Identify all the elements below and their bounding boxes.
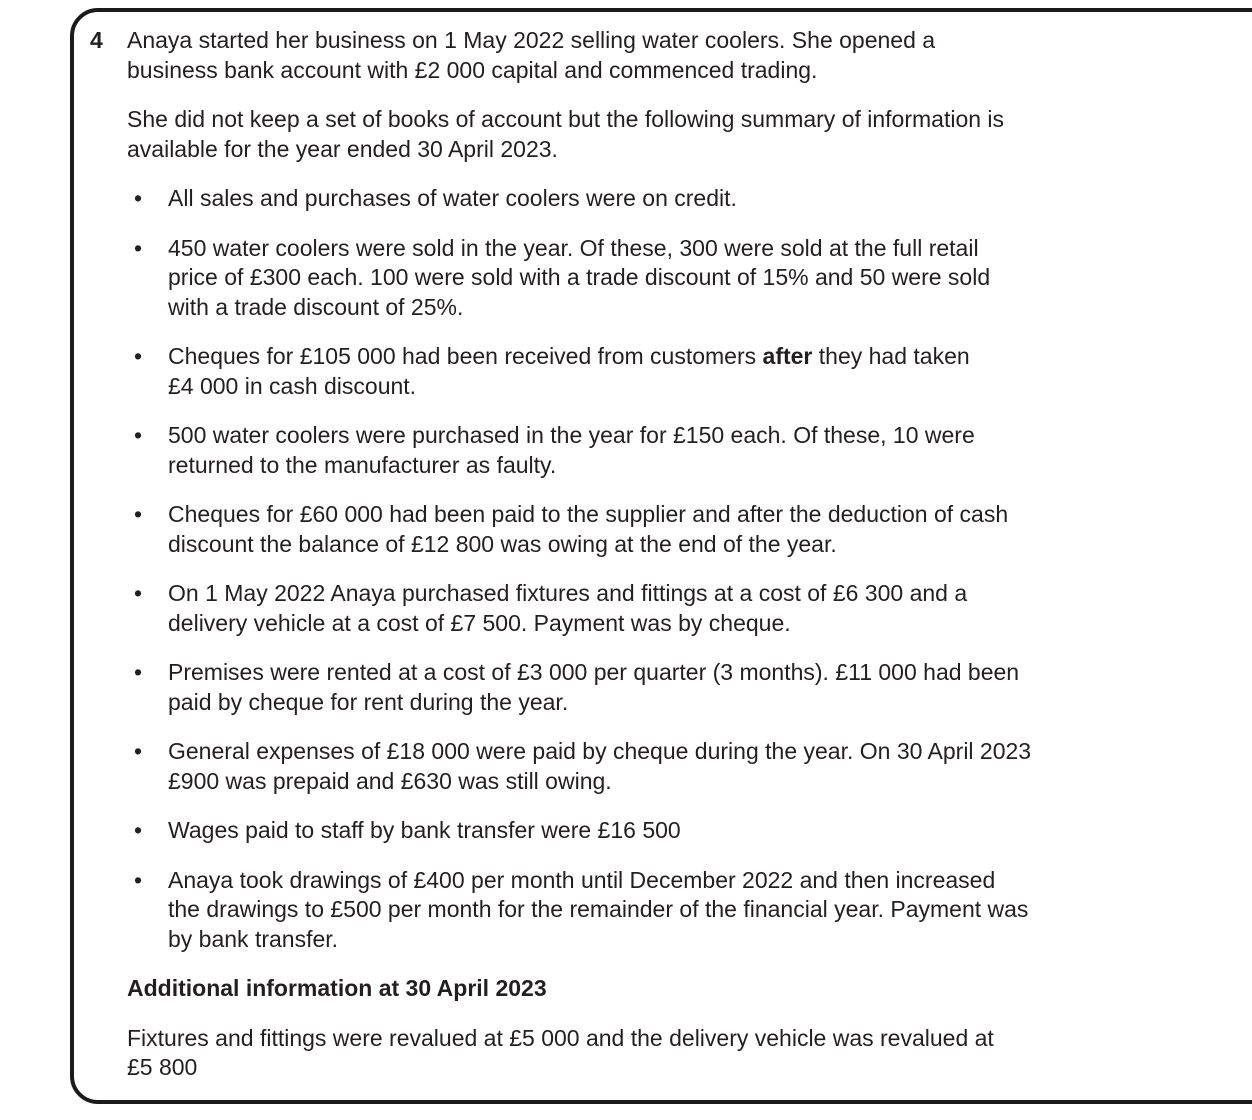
bullet-text-pre: Cheques for £105 000 had been received from customers: [168, 343, 763, 369]
bullet-text-bold: after: [762, 343, 813, 369]
bullet-item: [127, 579, 1032, 638]
additional-info-heading: Additional information at 30 April 2023: [127, 975, 547, 1001]
bullet-text-pre: Cheques for £60 000 had been paid to the supplier and after the deduction of cash discount the balance of £12 800 was owing at the end of the year.: [168, 501, 1009, 557]
bullet-marker: •: [134, 234, 143, 261]
bullet-text: [168, 234, 1032, 323]
bullet-text-pre: On 1 May 2022 Anaya purchased fixtures and fittings at a cost of £6 300 and a delivery vehicle at a cost of £7 500. Payment was by cheque.: [168, 580, 968, 636]
bullet-text: [168, 184, 1032, 214]
intro-paragraph: Anaya started her business on 1 May 2022 selling water coolers. She opened a business bank account with £2 000 capital and commenced trading.: [127, 27, 936, 83]
bullet-item: [127, 500, 1032, 559]
bullet-text: [168, 866, 1032, 955]
bullet-text: [168, 342, 1032, 401]
bullet-marker: •: [134, 501, 143, 527]
bullet-marker: •: [134, 866, 143, 893]
bullet-marker: •: [134, 738, 143, 764]
question-content: [74, 12, 1252, 1083]
bullet-text-pre: 450 water coolers were sold in the year. Of these, 300 were sold at the full retail price of £300 each. 100 were sold with a trade discount of 15% and 50 were sold with a trade discount of 25%.: [168, 234, 991, 320]
bullet-text-pre: 500 water coolers were purchased in the year for £150 each. Of these, 10 were returned to the manufacturer as faulty.: [168, 422, 975, 478]
question-row: [90, 26, 1252, 1083]
bullet-item: [127, 421, 1032, 480]
bullet-text-pre: General expenses of £18 000 were paid by cheque during the year. On 30 April 2023 £900 was prepaid and £630 was still owing.: [168, 738, 1032, 794]
bullet-marker: •: [134, 343, 143, 369]
bullet-text-post: they had taken £4 000 in cash discount.: [168, 343, 970, 399]
bullet-text: [168, 579, 1032, 638]
bullet-text: [168, 500, 1032, 559]
bullet-text-pre: All sales and purchases of water coolers were on credit.: [168, 185, 737, 211]
bullet-item: [127, 737, 1032, 796]
bullet-text: [168, 737, 1032, 796]
bullet-marker: •: [134, 185, 143, 211]
bullet-item: [127, 866, 1032, 955]
bullet-marker: •: [134, 659, 143, 685]
bullet-marker: •: [134, 580, 143, 606]
bullet-text-pre: Anaya took drawings of £400 per month until December 2022 and then increased the drawings to £500 per month for the remainder of the financial year. Payment was by bank transfer.: [168, 866, 1029, 952]
bullet-marker: •: [134, 422, 143, 448]
bullet-item: [127, 234, 1032, 323]
question-number: 4: [90, 27, 103, 53]
document-frame: [70, 8, 1252, 1104]
bullet-item: [127, 184, 1032, 214]
closing-paragraph: Fixtures and fittings were revalued at £5 000 and the delivery vehicle was revalued at £5 800: [127, 1024, 994, 1080]
question-body: [127, 26, 1032, 1083]
bullet-marker: •: [134, 817, 143, 843]
bullet-item: [127, 816, 1032, 846]
intro-paragraph: She did not keep a set of books of account but the following summary of information is available for the year ended 30 April 2023.: [127, 106, 1005, 162]
bullet-item: [127, 342, 1032, 401]
bullet-text: [168, 421, 1032, 480]
bullet-text: [168, 658, 1032, 717]
bullet-item: [127, 658, 1032, 717]
bullet-text-pre: Wages paid to staff by bank transfer were £16 500: [168, 817, 681, 843]
bullet-text: [168, 816, 1032, 846]
bullet-text-pre: Premises were rented at a cost of £3 000 per quarter (3 months). £11 000 had been paid by cheque for rent during the year.: [168, 659, 1020, 715]
